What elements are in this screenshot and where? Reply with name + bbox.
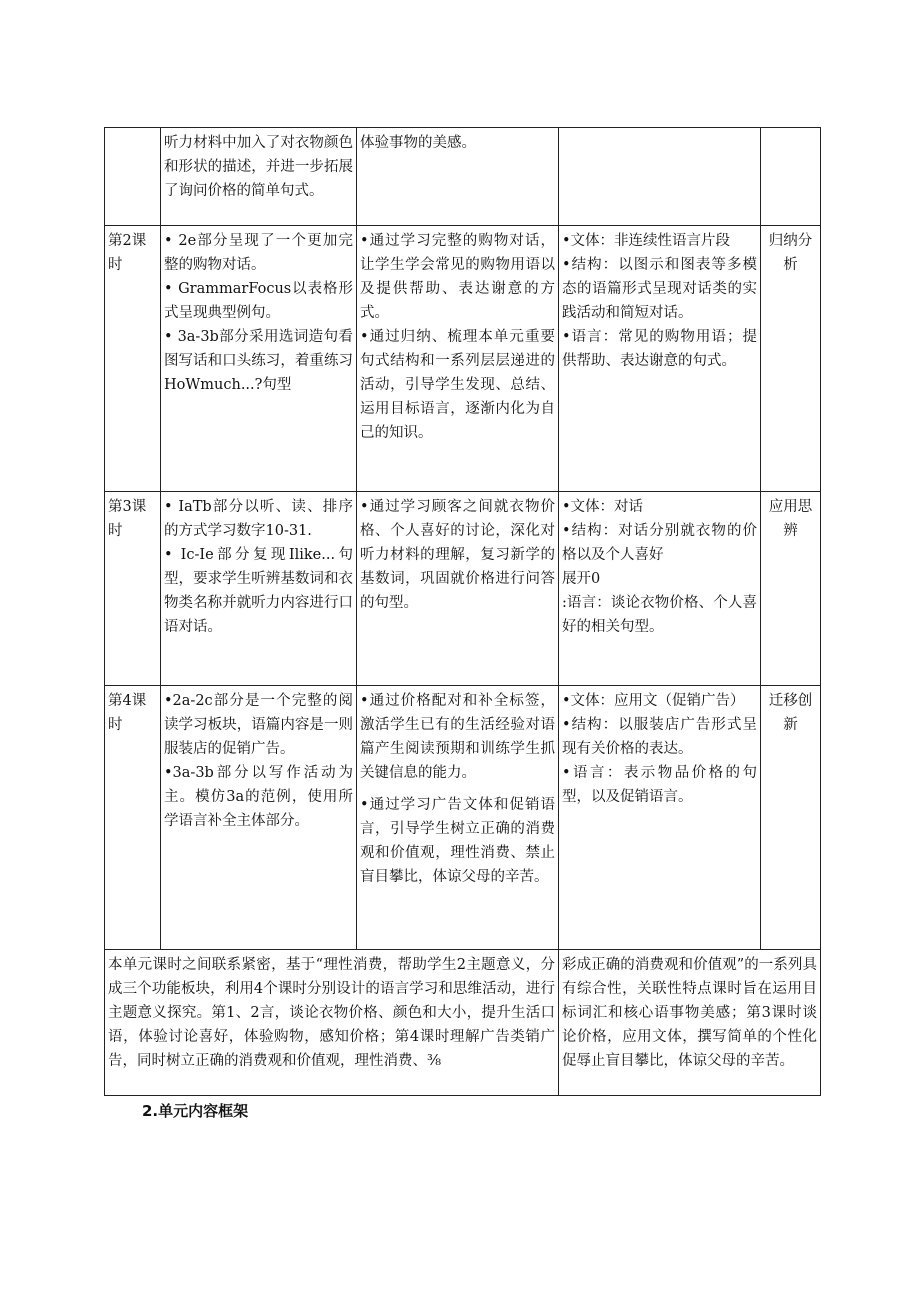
table-row	[105, 128, 821, 226]
summary-left-text: 本单元课时之间联系紧密，基于“理性消费，帮助学生2主题意义，分成三个功能板块，利用4个课时分别设计的语言学习和思维活动，进行主题意义探究。第1、2言，谈论衣物价格、颜色和大小，提升生活口语，体验讨论喜好，体验购物，感知价格；第4课时理解广告类销广告，同时树立正确的消费观和价值观，理性消费、⅜	[108, 957, 555, 1069]
paragraph-gap	[360, 785, 555, 793]
content-item: • Ic-Ie部分复现Ilike...句型，要求学生听辨基数词和衣物类名称并就听力内容进行口语对话。	[164, 547, 353, 635]
table-row	[105, 226, 821, 492]
content-cell	[161, 128, 357, 226]
goal-cell	[357, 226, 559, 492]
goal-item: •通过价格配对和补全标签，激活学生已有的生活经验对语篇产生阅读预期和训练学生抓关键信息的能力。	[360, 693, 555, 781]
analysis-item: •结构：对话分别就衣物的价格以及个人喜好	[562, 523, 757, 563]
table-row	[105, 492, 821, 686]
text-analysis-cell	[559, 226, 761, 492]
goal-item: •通过归纳、梳理本单元重要句式结构和一系列层层递进的活动，引导学生发现、总结、运用目标语言，逐渐内化为自己的知识。	[360, 329, 555, 441]
content-item: •2a-2c部分是一个完整的阅读学习板块，语篇内容是一则服装店的促销广告。	[164, 693, 353, 757]
analysis-item: •文体：非连续性语言片段	[562, 233, 731, 249]
goal-cell	[357, 492, 559, 686]
analysis-item: •结构：以服装店广告形式呈现有关价格的表达。	[562, 717, 757, 757]
goal-item: •通过学习顾客之间就衣物价格、个人喜好的讨论，深化对听力材料的理解，复习新学的基数词，巩固就价格进行问答的句型。	[360, 499, 555, 611]
analysis-item: •语言：常见的购物用语；提供帮助、表达谢意的句式。	[562, 329, 757, 369]
content-cell	[161, 686, 357, 950]
goal-cell	[357, 686, 559, 950]
goal-item: •通过学习完整的购物对话，让学生学会常见的购物用语以及提供帮助、表达谢意的方式。	[360, 233, 555, 321]
level-cell: 归纳分析	[761, 226, 821, 492]
lesson-cell	[105, 128, 161, 226]
summary-row	[105, 950, 821, 1096]
analysis-item: •语言：表示物品价格的句型，以及促销语言。	[562, 765, 757, 805]
content-cell	[161, 226, 357, 492]
content-text: 听力材料中加入了对衣物颜色和形状的描述，并进一步拓展了询问价格的简单句式。	[164, 135, 353, 199]
lesson-analysis-table	[104, 127, 821, 1096]
summary-right-text: 彩成正确的消费观和价值观”的一系列具有综合性，关联性特点课时旨在运用目标词汇和核心语事物美感；第3课时谈论价格，应用文体，撰写简单的个性化促辱止盲目攀比，体谅父母的辛苦。	[562, 957, 817, 1069]
text-analysis-cell	[559, 492, 761, 686]
lesson-cell: 第2课时	[105, 226, 161, 492]
content-item: •3a-3b部分以写作活动为主。模仿3a的范例，使用所学语言补全主体部分。	[164, 765, 353, 829]
summary-left-cell	[105, 950, 559, 1096]
content-item: • 2e部分呈现了一个更加完整的购物对话。	[164, 233, 353, 273]
content-item: • IaTb部分以听、读、排序的方式学习数字10-31.	[164, 499, 353, 539]
summary-right-cell	[559, 950, 821, 1096]
level-cell: 迁移创新	[761, 686, 821, 950]
goal-item: •通过学习广告文体和促销语言，引导学生树立正确的消费观和价值观，理性消费、禁止盲目攀比，体谅父母的辛苦。	[360, 797, 555, 885]
goal-cell	[357, 128, 559, 226]
lesson-cell: 第4课时	[105, 686, 161, 950]
lesson-cell: 第3课时	[105, 492, 161, 686]
section-caption: 2.单元内容框架	[142, 1102, 249, 1120]
content-item: • GrammarFocus以表格形式呈现典型例句。	[164, 281, 353, 321]
analysis-item: 展开0	[562, 571, 601, 587]
content-item: • 3a-3b部分采用选词造句看图写话和口头练习，着重练习HoWmuch...?句型	[164, 329, 353, 393]
analysis-item: :语言：谈论衣物价格、个人喜好的相关句型。	[562, 595, 757, 635]
content-cell	[161, 492, 357, 686]
table-row	[105, 686, 821, 950]
analysis-item: •文体：对话	[562, 499, 644, 515]
text-analysis-cell	[559, 128, 761, 226]
analysis-item: •结构：以图示和图表等多模态的语篇形式呈现对话类的实践活动和简短对话。	[562, 257, 757, 321]
goal-text: 体验事物的美感。	[360, 135, 476, 151]
text-analysis-cell	[559, 686, 761, 950]
level-cell	[761, 128, 821, 226]
analysis-item: •文体：应用文（促销广告）	[562, 693, 745, 709]
level-cell: 应用思辨	[761, 492, 821, 686]
